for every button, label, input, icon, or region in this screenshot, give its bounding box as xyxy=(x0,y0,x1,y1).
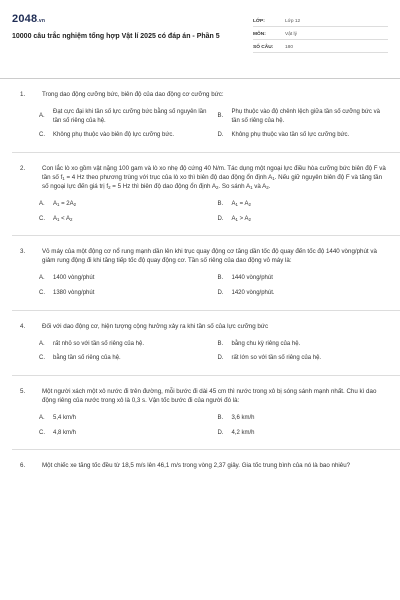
logo-main: 2048 xyxy=(12,13,38,25)
option-text: 1440 vòng/phút xyxy=(231,275,273,282)
option-text xyxy=(53,200,76,209)
option-letter: A. xyxy=(39,415,45,422)
option-c[interactable] xyxy=(39,429,210,438)
question-2 xyxy=(12,165,388,236)
option-letter: D. xyxy=(217,132,224,139)
question-text-part: . Nếu giữ nguyên biên độ F và tăng tần số ngoại lực đến giá trị f xyxy=(42,174,383,191)
question-text-part: = 4 Hz theo phương trùng với trục của lò xo thì biên độ dao động ổn định A xyxy=(64,174,273,182)
option-letter: A. xyxy=(39,113,45,120)
option-letter: A. xyxy=(39,275,45,282)
question-text: Một chiếc xe tăng tốc đều từ 18,5 m/s lên 46,1 m/s trong vòng 2,37 giây. Gia tốc trung bình của nó là bao nhiêu? xyxy=(42,462,351,470)
option-text xyxy=(53,215,72,224)
option-text: 5,4 km/h xyxy=(53,415,77,422)
option-text: rất lớn so với tần số riêng của hệ. xyxy=(231,355,322,362)
question-6 xyxy=(12,462,388,471)
question-divider xyxy=(12,235,400,236)
meta-value: 180 xyxy=(285,45,294,51)
subscript: 2 xyxy=(73,202,77,207)
meta-label: LỚP: xyxy=(253,19,265,25)
answer-options xyxy=(24,200,388,223)
option-d[interactable] xyxy=(218,215,389,224)
subscript: 2 xyxy=(266,185,269,191)
question-divider xyxy=(12,449,400,450)
question-1 xyxy=(12,91,388,153)
subscript: 2 xyxy=(108,185,111,191)
option-c[interactable] xyxy=(39,131,210,140)
option-c[interactable] xyxy=(39,215,210,224)
question-number: 3. xyxy=(20,248,26,256)
question-text-part: . xyxy=(268,183,271,191)
page-header xyxy=(12,12,388,66)
option-letter: C. xyxy=(39,355,45,362)
option-text: Phụ thuộc vào độ chênh lệch giữa tần số cưỡng bức và tần số riêng của hệ. xyxy=(231,108,380,124)
question-5 xyxy=(12,388,388,450)
question-divider xyxy=(12,310,400,311)
option-letter: C. xyxy=(39,290,45,297)
meta-row-subject xyxy=(253,27,388,40)
meta-row-count xyxy=(253,40,388,53)
meta-row-class xyxy=(253,14,388,27)
option-a[interactable] xyxy=(39,274,210,283)
question-number: 5. xyxy=(20,388,26,396)
subscript: 1 xyxy=(57,202,60,207)
question-number: 1. xyxy=(20,91,26,98)
formula-part: A xyxy=(231,215,236,222)
question-text-part: và A xyxy=(252,183,267,191)
option-b[interactable] xyxy=(218,274,389,283)
question-divider xyxy=(12,152,400,153)
option-letter: D. xyxy=(217,355,224,362)
option-text: 1380 vòng/phút xyxy=(53,290,95,297)
option-a[interactable] xyxy=(39,340,210,349)
option-text: Không phụ thuộc vào biên độ lực cưỡng bức. xyxy=(53,132,175,139)
question-number: 2. xyxy=(20,165,26,173)
subscript: 1 xyxy=(272,176,275,182)
formula-part: < A xyxy=(59,215,70,222)
option-letter: A. xyxy=(39,201,45,207)
formula-part: > A xyxy=(237,215,249,222)
question-text: Đối với dao động cơ, hiện tượng cộng hưởng xảy ra khi tần số của lực cưỡng bức xyxy=(42,322,269,330)
option-c[interactable] xyxy=(39,289,210,298)
question-3 xyxy=(12,248,388,310)
option-text: 3,6 km/h xyxy=(231,415,255,422)
option-text: Đạt cực đại khi tần số lực cưỡng bức bằng số nguyên lần tần số riêng của hệ. xyxy=(53,108,207,124)
question-divider xyxy=(12,375,400,376)
option-letter: C. xyxy=(39,429,45,436)
option-letter: C. xyxy=(39,215,45,222)
subscript: 2 xyxy=(69,216,73,222)
formula-part: A xyxy=(231,201,236,207)
option-text: 1400 vòng/phút xyxy=(53,275,95,282)
meta-label: SỐ CÂU: xyxy=(253,45,274,51)
option-text: 4,2 km/h xyxy=(231,429,255,436)
option-d[interactable] xyxy=(218,289,389,298)
question-text-part: = 5 Hz thì biên độ dao động ổn định A xyxy=(110,183,216,191)
option-letter: B. xyxy=(217,415,224,422)
answer-options xyxy=(24,414,388,437)
subscript: 1 xyxy=(250,185,253,191)
subscript: 1 xyxy=(235,216,238,222)
subscript: 2 xyxy=(215,185,219,191)
option-c[interactable] xyxy=(39,354,210,363)
meta-value: Vật lý xyxy=(285,32,297,38)
meta-value: Lớp 12 xyxy=(285,19,301,25)
subscript: 1 xyxy=(235,202,238,207)
question-4 xyxy=(12,323,388,376)
option-text: 4,8 km/h xyxy=(53,429,77,436)
option-d[interactable] xyxy=(218,429,389,438)
formula-part: A xyxy=(53,215,58,222)
option-text: bằng chu kỳ riêng của hệ. xyxy=(231,340,301,347)
option-b[interactable] xyxy=(218,108,389,125)
option-b[interactable] xyxy=(218,414,389,423)
logo-suffix: .vn xyxy=(37,18,46,24)
answer-options xyxy=(24,108,388,140)
option-a[interactable] xyxy=(39,414,210,423)
option-d[interactable] xyxy=(218,354,389,363)
option-letter: B. xyxy=(217,113,224,120)
option-text xyxy=(232,215,251,224)
option-a[interactable] xyxy=(39,200,210,209)
answer-options xyxy=(24,340,388,363)
formula-part: A xyxy=(53,201,58,207)
question-text-part: Con lắc lò xo gồm vật nặng 100 gam và lò xo nhẹ độ cứng 40 N/m. Tác dụng một ngoại lực điều hòa cưỡng bức biên độ F và tần số f xyxy=(42,165,386,182)
option-d[interactable] xyxy=(218,131,389,140)
question-text: Vỏ máy của một động cơ nổ rung mạnh dần lên khi trục quay động cơ tăng dần tốc độ quay đến tốc độ 1440 vòng/phút và giảm rung động đi khi tăng tiếp tốc độ quay động cơ. Tần số riêng của dao động vỏ máy là: xyxy=(42,248,377,265)
option-letter: A. xyxy=(39,340,45,347)
option-letter: B. xyxy=(217,201,224,207)
meta-label: MÔN: xyxy=(253,32,266,38)
option-text: Không phụ thuộc vào tần số lực cưỡng bức. xyxy=(231,132,350,139)
header-left xyxy=(12,12,232,41)
header-divider xyxy=(0,78,400,79)
question-text: Một người xách một xô nước đi trên đường, mỗi bước đi dài 45 cm thì nước trong xô bị sóng sánh mạnh nhất. Chu kì dao động riêng của nước trong xô là 0,3 s. Vận tốc bước đi của người đó là: xyxy=(42,388,377,405)
option-text: bằng tần số riêng của hệ. xyxy=(53,355,121,362)
option-b[interactable] xyxy=(218,340,389,349)
option-letter: D. xyxy=(217,429,224,436)
site-logo[interactable] xyxy=(12,12,232,28)
question-number: 4. xyxy=(20,322,26,330)
option-text xyxy=(232,200,251,209)
option-text: 1420 vòng/phút. xyxy=(231,290,275,297)
formula-part: = A xyxy=(237,201,249,207)
document-title: 10000 câu trắc nghiệm tổng hợp Vật lí 2025 có đáp án - Phần 5 xyxy=(12,32,220,40)
option-letter: B. xyxy=(217,340,224,347)
option-a[interactable] xyxy=(39,108,210,125)
subscript: 2 xyxy=(248,202,251,207)
question-text-part: . So sánh A xyxy=(218,183,251,191)
question-text: Trong dao động cưỡng bức, biên độ của dao động cơ cưỡng bức: xyxy=(42,91,224,98)
option-letter: C. xyxy=(39,132,45,139)
question-text xyxy=(24,165,388,192)
answer-options xyxy=(24,274,388,297)
subscript: 1 xyxy=(57,216,60,222)
meta-info xyxy=(253,14,388,53)
option-letter: D. xyxy=(217,215,224,222)
option-b[interactable] xyxy=(218,200,389,209)
option-letter: B. xyxy=(217,275,224,282)
question-number: 6. xyxy=(20,462,26,470)
option-letter: D. xyxy=(217,290,224,297)
formula-part: = 2A xyxy=(59,201,74,207)
subscript: 1 xyxy=(62,176,65,182)
option-text: rất nhỏ so với tần số riêng của hệ. xyxy=(53,340,144,347)
subscript: 2 xyxy=(248,216,251,222)
